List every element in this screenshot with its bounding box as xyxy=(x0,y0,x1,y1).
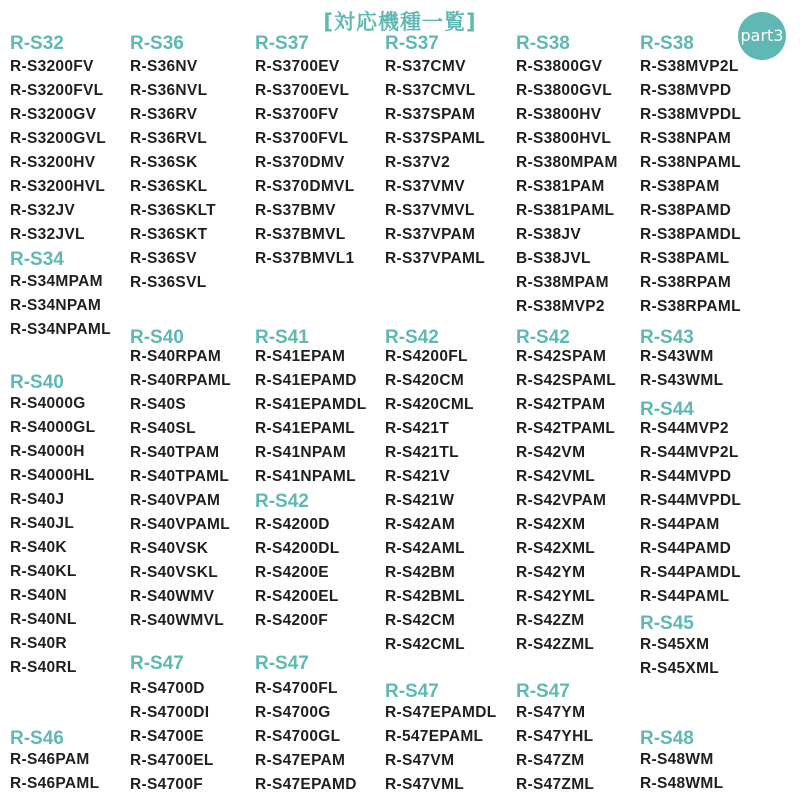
model-number: R-S3700FVL xyxy=(255,130,349,148)
model-number: R-S4700F xyxy=(130,776,204,794)
model-number: R-S44PAMD xyxy=(640,540,732,558)
model-number: R-S42XM xyxy=(516,516,586,534)
model-number: R-S36RVL xyxy=(130,130,208,148)
model-number: R-S4700E xyxy=(130,728,204,746)
series-header: R-S41 xyxy=(255,326,309,348)
model-number: R-S36RV xyxy=(130,106,198,124)
model-number: R-S4700DI xyxy=(130,704,210,722)
model-number: R-S38MVPD xyxy=(640,82,732,100)
model-number: R-S40N xyxy=(10,587,67,605)
series-header: R-S40 xyxy=(10,371,64,393)
model-number: R-S37V2 xyxy=(385,154,450,172)
series-header: R-S40 xyxy=(130,326,184,348)
model-number: R-S36SKT xyxy=(130,226,208,244)
model-number: R-S42VM xyxy=(516,444,586,462)
model-number: R-S40WMV xyxy=(130,588,215,606)
model-number: R-S37BMV xyxy=(255,202,336,220)
model-number: R-S41NPAML xyxy=(255,468,356,486)
model-number: R-S47YHL xyxy=(516,728,594,746)
model-number: R-S40JL xyxy=(10,515,75,533)
model-number: R-S40R xyxy=(10,635,67,653)
model-number: R-S40VPAML xyxy=(130,516,231,534)
model-number: R-S42ZML xyxy=(516,636,595,654)
model-number: R-S47EPAMDL xyxy=(385,704,497,722)
model-number: R-S44MVPDL xyxy=(640,492,742,510)
model-number: R-S36NVL xyxy=(130,82,208,100)
model-number: R-S4700FL xyxy=(255,680,338,698)
model-number: R-S37CMVL xyxy=(385,82,476,100)
model-number: R-S47ZML xyxy=(516,776,595,794)
model-number: R-S46PAM xyxy=(10,751,90,769)
series-header: R-S47 xyxy=(130,652,184,674)
model-number: R-S32JVL xyxy=(10,226,85,244)
series-header: R-S46 xyxy=(10,727,64,749)
series-header: R-S47 xyxy=(255,652,309,674)
model-number: R-S40TPAML xyxy=(130,468,230,486)
model-number: R-S3700EVL xyxy=(255,82,350,100)
model-number: R-S381PAM xyxy=(516,178,605,196)
model-number: R-S40VSKL xyxy=(130,564,218,582)
model-number: R-S3200FV xyxy=(10,58,94,76)
model-number: R-S40S xyxy=(130,396,187,414)
model-number: R-S41EPAMD xyxy=(255,372,357,390)
model-number: R-S46PAML xyxy=(10,775,100,793)
model-number: R-S42TPAML xyxy=(516,420,616,438)
model-number: R-S40KL xyxy=(10,563,77,581)
model-number: R-S420CM xyxy=(385,372,465,390)
model-number: R-S42ZM xyxy=(516,612,585,630)
model-number: R-S41EPAM xyxy=(255,348,346,366)
model-number: R-S42SPAML xyxy=(516,372,617,390)
model-number: R-S40NL xyxy=(10,611,77,629)
model-number: B-S38JVL xyxy=(516,250,591,268)
model-number: R-S38MVP2L xyxy=(640,58,739,76)
model-number: R-S38PAMD xyxy=(640,202,732,220)
model-number: R-S40VSK xyxy=(130,540,209,558)
model-number: R-S38MVPDL xyxy=(640,106,742,124)
series-header: R-S44 xyxy=(640,398,694,420)
model-number: R-S37SPAML xyxy=(385,130,486,148)
model-number: R-S36SKL xyxy=(130,178,208,196)
model-number: R-S43WML xyxy=(640,372,724,390)
model-number: R-S4000H xyxy=(10,443,85,461)
model-number: R-S47EPAMD xyxy=(255,776,357,794)
model-number: R-S36NV xyxy=(130,58,198,76)
model-number: R-S4200D xyxy=(255,516,330,534)
model-number: R-S41EPAMDL xyxy=(255,396,367,414)
model-number: R-547EPAML xyxy=(385,728,484,746)
series-header: R-S42 xyxy=(255,490,309,512)
model-number: R-S36SKLT xyxy=(130,202,216,220)
model-number: R-S4700EL xyxy=(130,752,214,770)
model-number: R-S37CMV xyxy=(385,58,466,76)
model-number: R-S41NPAM xyxy=(255,444,347,462)
model-number: R-S40VPAM xyxy=(130,492,221,510)
model-number: R-S48WML xyxy=(640,775,724,793)
model-number: R-S4200E xyxy=(255,564,329,582)
model-number: R-S42BML xyxy=(385,588,465,606)
model-number: R-S421T xyxy=(385,420,450,438)
model-number: R-S47ZM xyxy=(516,752,585,770)
model-number: R-S44MVPD xyxy=(640,468,732,486)
model-number: R-S37VMVL xyxy=(385,202,475,220)
model-number: R-S37BMVL1 xyxy=(255,250,355,268)
model-number: R-S42VPAM xyxy=(516,492,607,510)
model-number: R-S3200FVL xyxy=(10,82,104,100)
series-header: R-S37 xyxy=(385,32,439,54)
model-number: R-S4700GL xyxy=(255,728,341,746)
model-number: R-S40SL xyxy=(130,420,196,438)
model-number: R-S4000GL xyxy=(10,419,96,437)
model-number: R-S44PAMDL xyxy=(640,564,741,582)
model-number: R-S381PAML xyxy=(516,202,615,220)
series-header: R-S32 xyxy=(10,32,64,54)
model-number: R-S42CM xyxy=(385,612,456,630)
model-number: R-S3800GVL xyxy=(516,82,613,100)
model-number: R-S34MPAM xyxy=(10,273,103,291)
model-number: R-S43WM xyxy=(640,348,714,366)
series-header: R-S38 xyxy=(516,32,570,54)
model-number: R-S4700G xyxy=(255,704,331,722)
model-number: R-S48WM xyxy=(640,751,714,769)
series-header: R-S42 xyxy=(385,326,439,348)
model-number: R-S3800GV xyxy=(516,58,603,76)
model-number: R-S38PAML xyxy=(640,250,730,268)
model-number: R-S36SVL xyxy=(130,274,207,292)
model-number: R-S42VML xyxy=(516,468,596,486)
model-number: R-S42YM xyxy=(516,564,586,582)
model-number: R-S3200GV xyxy=(10,106,97,124)
model-number: R-S40TPAM xyxy=(130,444,220,462)
model-number: R-S40RL xyxy=(10,659,77,677)
model-number: R-S3800HV xyxy=(516,106,602,124)
model-number: R-S40WMVL xyxy=(130,612,224,630)
model-number: R-S37VPAM xyxy=(385,226,476,244)
series-header: R-S42 xyxy=(516,326,570,348)
model-number: R-S34NPAM xyxy=(10,297,102,315)
model-number: R-S45XM xyxy=(640,636,710,654)
model-number: R-S37VPAML xyxy=(385,250,486,268)
model-number: R-S3700EV xyxy=(255,58,340,76)
model-number: R-S44PAM xyxy=(640,516,720,534)
model-number: R-S38RPAML xyxy=(640,298,741,316)
model-number: R-S36SV xyxy=(130,250,197,268)
page-title: [対応機種一覧] xyxy=(323,10,477,34)
model-number: R-S38MPAM xyxy=(516,274,609,292)
model-number: R-S44MVP2 xyxy=(640,420,729,438)
model-number: R-S38PAMDL xyxy=(640,226,741,244)
model-number: R-S4000HL xyxy=(10,467,95,485)
series-header: R-S37 xyxy=(255,32,309,54)
model-number: R-S47VML xyxy=(385,776,465,794)
model-number: R-S42SPAM xyxy=(516,348,607,366)
model-number: R-S4200DL xyxy=(255,540,340,558)
model-number: R-S38NPAM xyxy=(640,130,732,148)
model-number: R-S47VM xyxy=(385,752,455,770)
model-number: R-S47YM xyxy=(516,704,586,722)
model-number: R-S41EPAML xyxy=(255,420,356,438)
model-number: R-S44MVP2L xyxy=(640,444,739,462)
model-number: R-S370DMVL xyxy=(255,178,355,196)
model-number: R-S42AM xyxy=(385,516,456,534)
model-number: R-S4200F xyxy=(255,612,329,630)
model-number: R-S3700FV xyxy=(255,106,339,124)
model-number: R-S42YML xyxy=(516,588,596,606)
series-header: R-S43 xyxy=(640,326,694,348)
model-number: R-S3800HVL xyxy=(516,130,612,148)
model-number: R-S4700D xyxy=(130,680,205,698)
series-header: R-S34 xyxy=(10,248,64,270)
series-header: R-S36 xyxy=(130,32,184,54)
series-header: R-S38 xyxy=(640,32,694,54)
model-number: R-S38RPAM xyxy=(640,274,732,292)
model-number: R-S40RPAML xyxy=(130,372,231,390)
model-number: R-S42AML xyxy=(385,540,465,558)
model-number: R-S37SPAM xyxy=(385,106,476,124)
model-number: R-S34NPAML xyxy=(10,321,111,339)
model-number: R-S44PAML xyxy=(640,588,730,606)
model-number: R-S38NPAML xyxy=(640,154,741,172)
model-number: R-S370DMV xyxy=(255,154,345,172)
model-number: R-S38PAM xyxy=(640,178,720,196)
model-number: R-S37BMVL xyxy=(255,226,346,244)
model-number: R-S40K xyxy=(10,539,67,557)
part-badge: part3 xyxy=(738,12,786,60)
model-number: R-S38JV xyxy=(516,226,581,244)
model-number: R-S420CML xyxy=(385,396,474,414)
model-number: R-S3200GVL xyxy=(10,130,107,148)
model-number: R-S4200EL xyxy=(255,588,339,606)
model-number: R-S421V xyxy=(385,468,450,486)
series-header: R-S47 xyxy=(516,680,570,702)
model-number: R-S40RPAM xyxy=(130,348,222,366)
model-number: R-S37VMV xyxy=(385,178,465,196)
model-number: R-S36SK xyxy=(130,154,198,172)
model-number: R-S4000G xyxy=(10,395,86,413)
model-number: R-S3200HVL xyxy=(10,178,106,196)
model-number: R-S421W xyxy=(385,492,455,510)
model-number: R-S42TPAM xyxy=(516,396,606,414)
model-number: R-S38MVP2 xyxy=(516,298,605,316)
model-number: R-S421TL xyxy=(385,444,459,462)
model-number: R-S42BM xyxy=(385,564,456,582)
model-number: R-S4200FL xyxy=(385,348,468,366)
model-number: R-S42CML xyxy=(385,636,465,654)
model-number: R-S32JV xyxy=(10,202,75,220)
model-number: R-S47EPAM xyxy=(255,752,346,770)
model-number: R-S45XML xyxy=(640,660,720,678)
model-number: R-S380MPAM xyxy=(516,154,618,172)
series-header: R-S45 xyxy=(640,612,694,634)
series-header: R-S47 xyxy=(385,680,439,702)
model-number: R-S3200HV xyxy=(10,154,96,172)
model-number: R-S40J xyxy=(10,491,65,509)
series-header: R-S48 xyxy=(640,727,694,749)
model-number: R-S42XML xyxy=(516,540,596,558)
